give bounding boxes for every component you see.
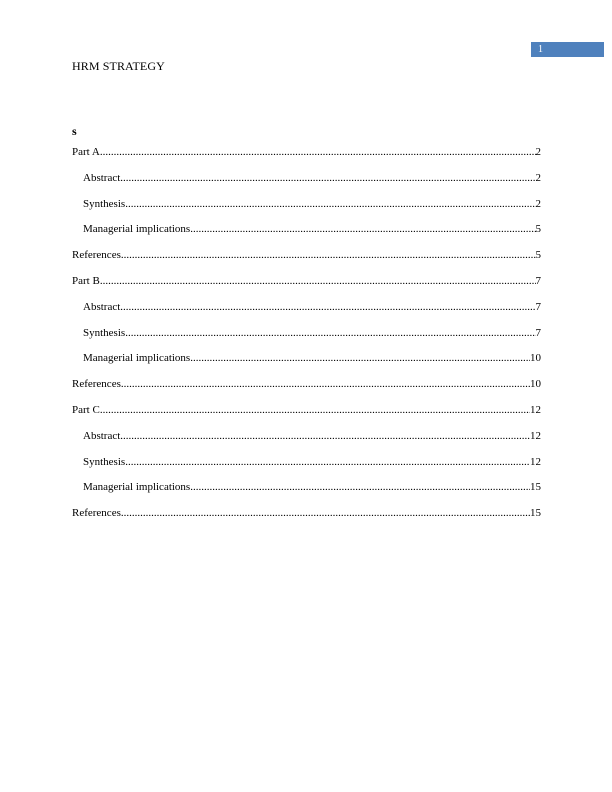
toc-entry-page: 2 xyxy=(535,146,541,158)
page-number-badge xyxy=(531,42,604,57)
dot-leader xyxy=(120,429,530,443)
dot-leader xyxy=(125,197,535,211)
toc-entry-label: Part B xyxy=(72,274,100,287)
dot-leader xyxy=(121,377,530,391)
toc-entry-label: Abstract xyxy=(83,429,121,442)
dot-leader xyxy=(190,222,535,236)
page-number: 1 xyxy=(538,44,543,55)
toc-entry-page: 5 xyxy=(535,249,541,262)
toc-entry-part-a[interactable] xyxy=(72,145,541,171)
dot-leader xyxy=(121,506,530,520)
table-of-contents xyxy=(72,145,541,532)
toc-entry-part-c-managerial-implications[interactable] xyxy=(72,480,541,506)
running-head: HRM STRATEGY xyxy=(72,59,165,73)
toc-entry-part-a-abstract[interactable] xyxy=(72,171,541,197)
dot-leader xyxy=(120,300,535,314)
dot-leader xyxy=(100,274,536,288)
toc-entry-label: Abstract xyxy=(83,171,121,184)
toc-entry-page: 10 xyxy=(530,378,541,391)
dot-leader xyxy=(190,480,530,494)
toc-entry-part-c-synthesis[interactable] xyxy=(72,455,541,481)
toc-entry-part-c[interactable] xyxy=(72,403,541,429)
toc-entry-page: 2 xyxy=(535,197,541,210)
toc-entry-label: Synthesis xyxy=(83,326,126,339)
toc-entry-page: 5 xyxy=(535,223,541,236)
toc-entry-part-b-managerial-implications[interactable] xyxy=(72,351,541,377)
toc-entry-label: Managerial implications xyxy=(83,223,191,236)
toc-entry-page: 12 xyxy=(530,429,541,442)
toc-entry-label: Part A xyxy=(72,146,100,158)
toc-entry-page: 15 xyxy=(530,507,541,520)
toc-entry-page: 12 xyxy=(530,403,541,416)
toc-entry-label: References xyxy=(72,378,121,391)
toc-entry-label: Part C xyxy=(72,403,100,416)
dot-leader xyxy=(121,248,536,262)
toc-entry-page: 12 xyxy=(530,455,541,468)
toc-entry-part-c-abstract[interactable] xyxy=(72,429,541,455)
toc-entry-part-b-synthesis[interactable] xyxy=(72,326,541,352)
dot-leader xyxy=(190,351,530,365)
toc-entry-page: 7 xyxy=(535,300,541,313)
toc-entry-part-b-references[interactable] xyxy=(72,377,541,403)
toc-entry-part-b-abstract[interactable] xyxy=(72,300,541,326)
toc-entry-page: 7 xyxy=(535,326,541,339)
dot-leader xyxy=(120,171,535,185)
toc-entry-label: Managerial implications xyxy=(83,352,191,365)
toc-entry-part-a-managerial-implications[interactable] xyxy=(72,222,541,248)
dot-leader xyxy=(100,145,536,159)
toc-entry-part-a-synthesis[interactable] xyxy=(72,197,541,223)
toc-entry-part-a-references[interactable] xyxy=(72,248,541,274)
dot-leader xyxy=(125,455,530,469)
toc-entry-label: Synthesis xyxy=(83,455,126,468)
dot-leader xyxy=(100,403,530,417)
toc-entry-page: 2 xyxy=(535,171,541,184)
toc-entry-part-c-references[interactable] xyxy=(72,506,541,532)
toc-entry-page: 10 xyxy=(530,352,541,365)
toc-entry-label: References xyxy=(72,249,121,262)
toc-entry-part-b[interactable] xyxy=(72,274,541,300)
toc-entry-label: References xyxy=(72,507,121,520)
toc-entry-label: Managerial implications xyxy=(83,481,191,494)
dot-leader xyxy=(125,326,535,340)
toc-entry-label: Synthesis xyxy=(83,197,126,210)
toc-entry-label: Abstract xyxy=(83,300,121,313)
toc-entry-page: 7 xyxy=(535,274,541,287)
toc-entry-page: 15 xyxy=(530,481,541,494)
toc-heading: s xyxy=(72,124,77,138)
